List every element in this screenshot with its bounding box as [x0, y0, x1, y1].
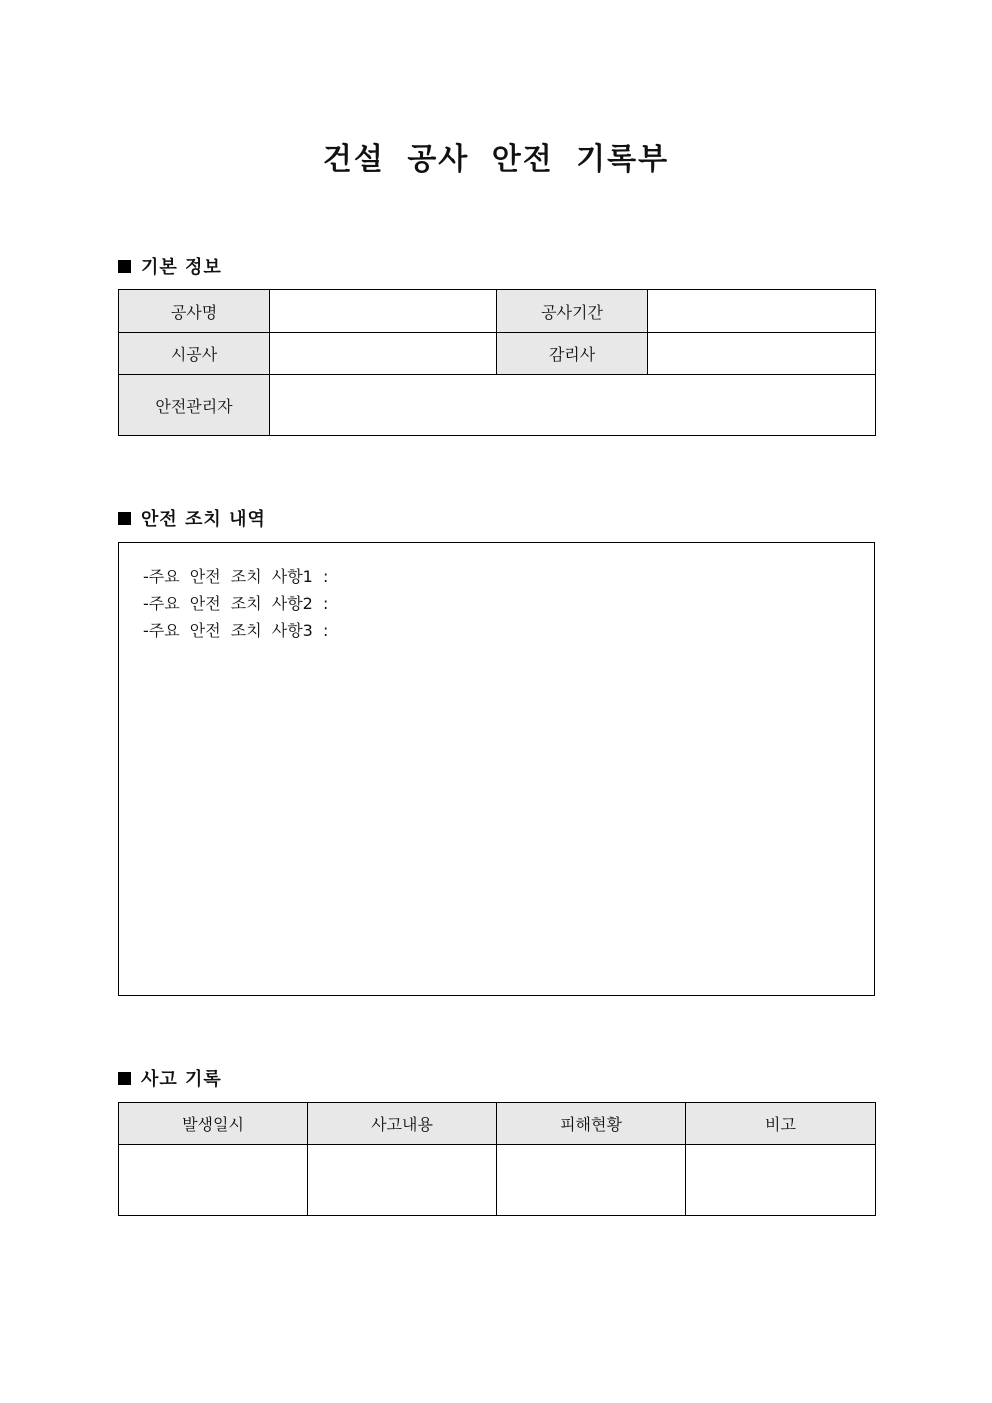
table-row: [119, 1145, 876, 1216]
square-bullet-icon: [118, 512, 131, 525]
contractor-label: 시공사: [119, 333, 270, 375]
table-row: [119, 333, 876, 375]
table-row: [119, 375, 876, 436]
supervisor-label: 감리사: [497, 333, 648, 375]
details-cell[interactable]: [308, 1145, 497, 1216]
list-item: -주요 안전 조치 사항2 :: [143, 594, 329, 613]
list-item: -주요 안전 조치 사항3 :: [143, 621, 329, 640]
project-name-field[interactable]: [270, 290, 497, 333]
column-header-date: 발생일시: [119, 1103, 308, 1145]
safety-measures-list: [119, 543, 874, 644]
contractor-field[interactable]: [270, 333, 497, 375]
safety-manager-label: 안전관리자: [119, 375, 270, 436]
square-bullet-icon: [118, 260, 131, 273]
accident-record-heading-text: 사고 기록: [141, 1069, 222, 1090]
damage-cell[interactable]: [497, 1145, 686, 1216]
supervisor-field[interactable]: [648, 333, 876, 375]
accident-record-heading: [118, 1065, 222, 1091]
basic-info-heading-text: 기본 정보: [141, 257, 222, 278]
date-cell[interactable]: [119, 1145, 308, 1216]
safety-measures-heading-text: 안전 조치 내역: [141, 509, 266, 530]
table-header-row: [119, 1103, 876, 1145]
basic-info-heading: [118, 253, 222, 279]
basic-info-table: [118, 289, 876, 436]
safety-measures-heading: [118, 505, 266, 531]
column-header-remarks: 비고: [686, 1103, 876, 1145]
safety-measures-box[interactable]: [118, 542, 875, 996]
remarks-cell[interactable]: [686, 1145, 876, 1216]
construction-period-label: 공사기간: [497, 290, 648, 333]
project-name-label: 공사명: [119, 290, 270, 333]
list-item: -주요 안전 조치 사항1 :: [143, 567, 329, 586]
accident-record-table: [118, 1102, 876, 1216]
square-bullet-icon: [118, 1072, 131, 1085]
safety-manager-field[interactable]: [270, 375, 876, 436]
column-header-details: 사고내용: [308, 1103, 497, 1145]
construction-period-field[interactable]: [648, 290, 876, 333]
table-row: [119, 290, 876, 333]
page-title: 건설 공사 안전 기록부: [322, 142, 670, 177]
column-header-damage: 피해현황: [497, 1103, 686, 1145]
